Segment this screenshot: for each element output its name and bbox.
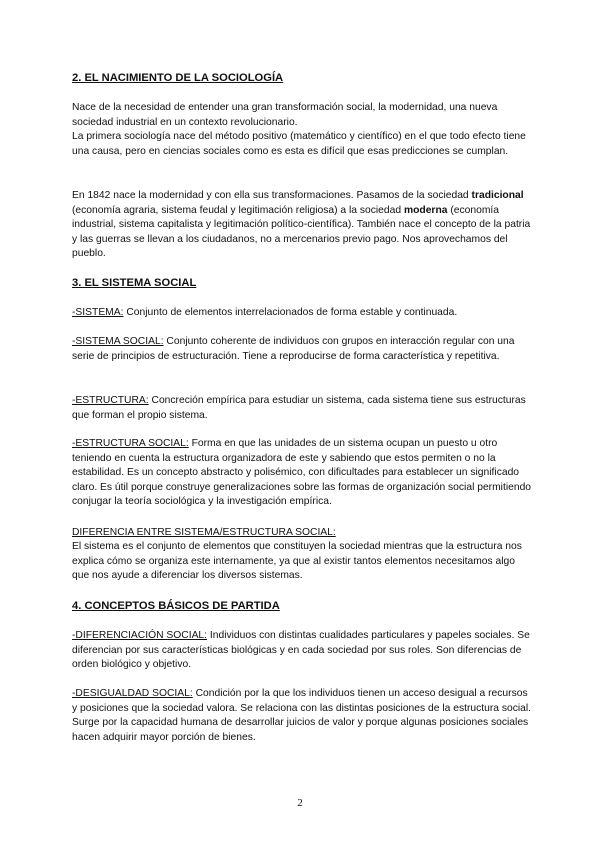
difference-text: El sistema es el conjunto de elementos que constituyen la sociedad mientras que la estructura nos explica cómo se organiza este internamente, ya que al existir tantos elementos necesitamos algo que nos ayude a diferenciar los diversos sistemas. — [72, 541, 522, 582]
definition-term: -SISTEMA SOCIAL: — [72, 336, 164, 347]
section-4-heading: 4. CONCEPTOS BÁSICOS DE PARTIDA — [72, 600, 280, 612]
definition-text: Conjunto de elementos interrelacionados de forma estable y continuada. — [123, 307, 458, 318]
text-run: (economía industrial, sistema capitalista y legitimación político-científica). También nace el concepto de la patria y las guerras se llevan a los ciudadanos, no a mercenarios previo pago. Nos aprovechamos del pueblo. — [72, 204, 531, 260]
definition-sistema-social — [72, 335, 534, 364]
definition-term: -DESIGUALDAD SOCIAL: — [72, 688, 193, 699]
definition-term: -ESTRUCTURA SOCIAL: — [72, 438, 189, 449]
text-run: (economía agraria, sistema feudal y legitimación religiosa) a la sociedad — [72, 204, 404, 216]
definition-estructura-social — [72, 437, 534, 510]
bold-term-tradicional: tradicional — [471, 190, 524, 201]
definition-text: Forma en que las unidades de un sistema ocupan un puesto u otro teniendo en cuenta la estructura organizadora de este y sabiendo que estos permiten o no la estabilidad. Es un concepto abstracto y polisémico, con dificultades para establecer un significado claro. Es útil porque construye generalizaciones sobre las formas de organización social permitiendo conjugar la teoría sociológica y la investigación empírica. — [72, 438, 532, 508]
definition-text: Conjunto coherente de individuos con grupos en interacción regular con una serie de principios de estructuración. Tiene a reproducirse de forma característica y repetitiva. — [72, 336, 515, 362]
section-2-paragraph-2: La primera sociología nace del método positivo (matemático y científico) en el que todo efecto tiene una causa, pero en ciencias sociales como es esta es difícil que esas predicciones se cumplan. — [72, 131, 526, 157]
definition-diferenciacion-social — [72, 629, 534, 673]
text-run: En 1842 nace la modernidad y con ella sus transformaciones. Pasamos de la sociedad — [72, 190, 472, 201]
definition-term: -ESTRUCTURA: — [72, 395, 149, 406]
definition-estructura — [72, 394, 534, 423]
definition-desigualdad-social — [72, 687, 534, 745]
definition-text: Concreción empírica para estudiar un sistema, cada sistema tiene sus estructuras que forman el propio sistema. — [72, 395, 526, 421]
bold-term-moderna: moderna — [403, 204, 448, 216]
definition-text: Condición por la que los individuos tienen un acceso desigual a recursos y posiciones que la sociedad valora. Se relaciona con las distintas posiciones de la estructura social. Surge por la capacidad humana de desarrollar juicios de valor y porque algunas posiciones sociales hacen adquirir mayor porción de bienes. — [72, 688, 532, 743]
definition-sistema — [72, 306, 534, 321]
definition-text: Individuos con distintas cualidades particulares y papeles sociales. Se diferencian por sus características biológicas y en cada sociedad por sus roles. Son diferencias de orden biológico y objetivo. — [72, 630, 530, 671]
section-2-heading: 2. EL NACIMIENTO DE LA SOCIOLOGÍA — [72, 72, 284, 84]
difference-heading: DIFERENCIA ENTRE SISTEMA/ESTRUCTURA SOCIAL: — [72, 527, 336, 538]
definition-term: -SISTEMA: — [72, 307, 124, 318]
section-2-paragraph-1: Nace de la necesidad de entender una gran transformación social, la modernidad, una nueva sociedad industrial en un contexto revolucionario. — [72, 102, 498, 128]
definition-term: -DIFERENCIACIÓN SOCIAL: — [72, 630, 208, 641]
section-3-heading: 3. EL SISTEMA SOCIAL — [72, 277, 197, 289]
section-2-paragraph-3 — [72, 189, 534, 262]
page-number: 2 — [297, 797, 303, 809]
